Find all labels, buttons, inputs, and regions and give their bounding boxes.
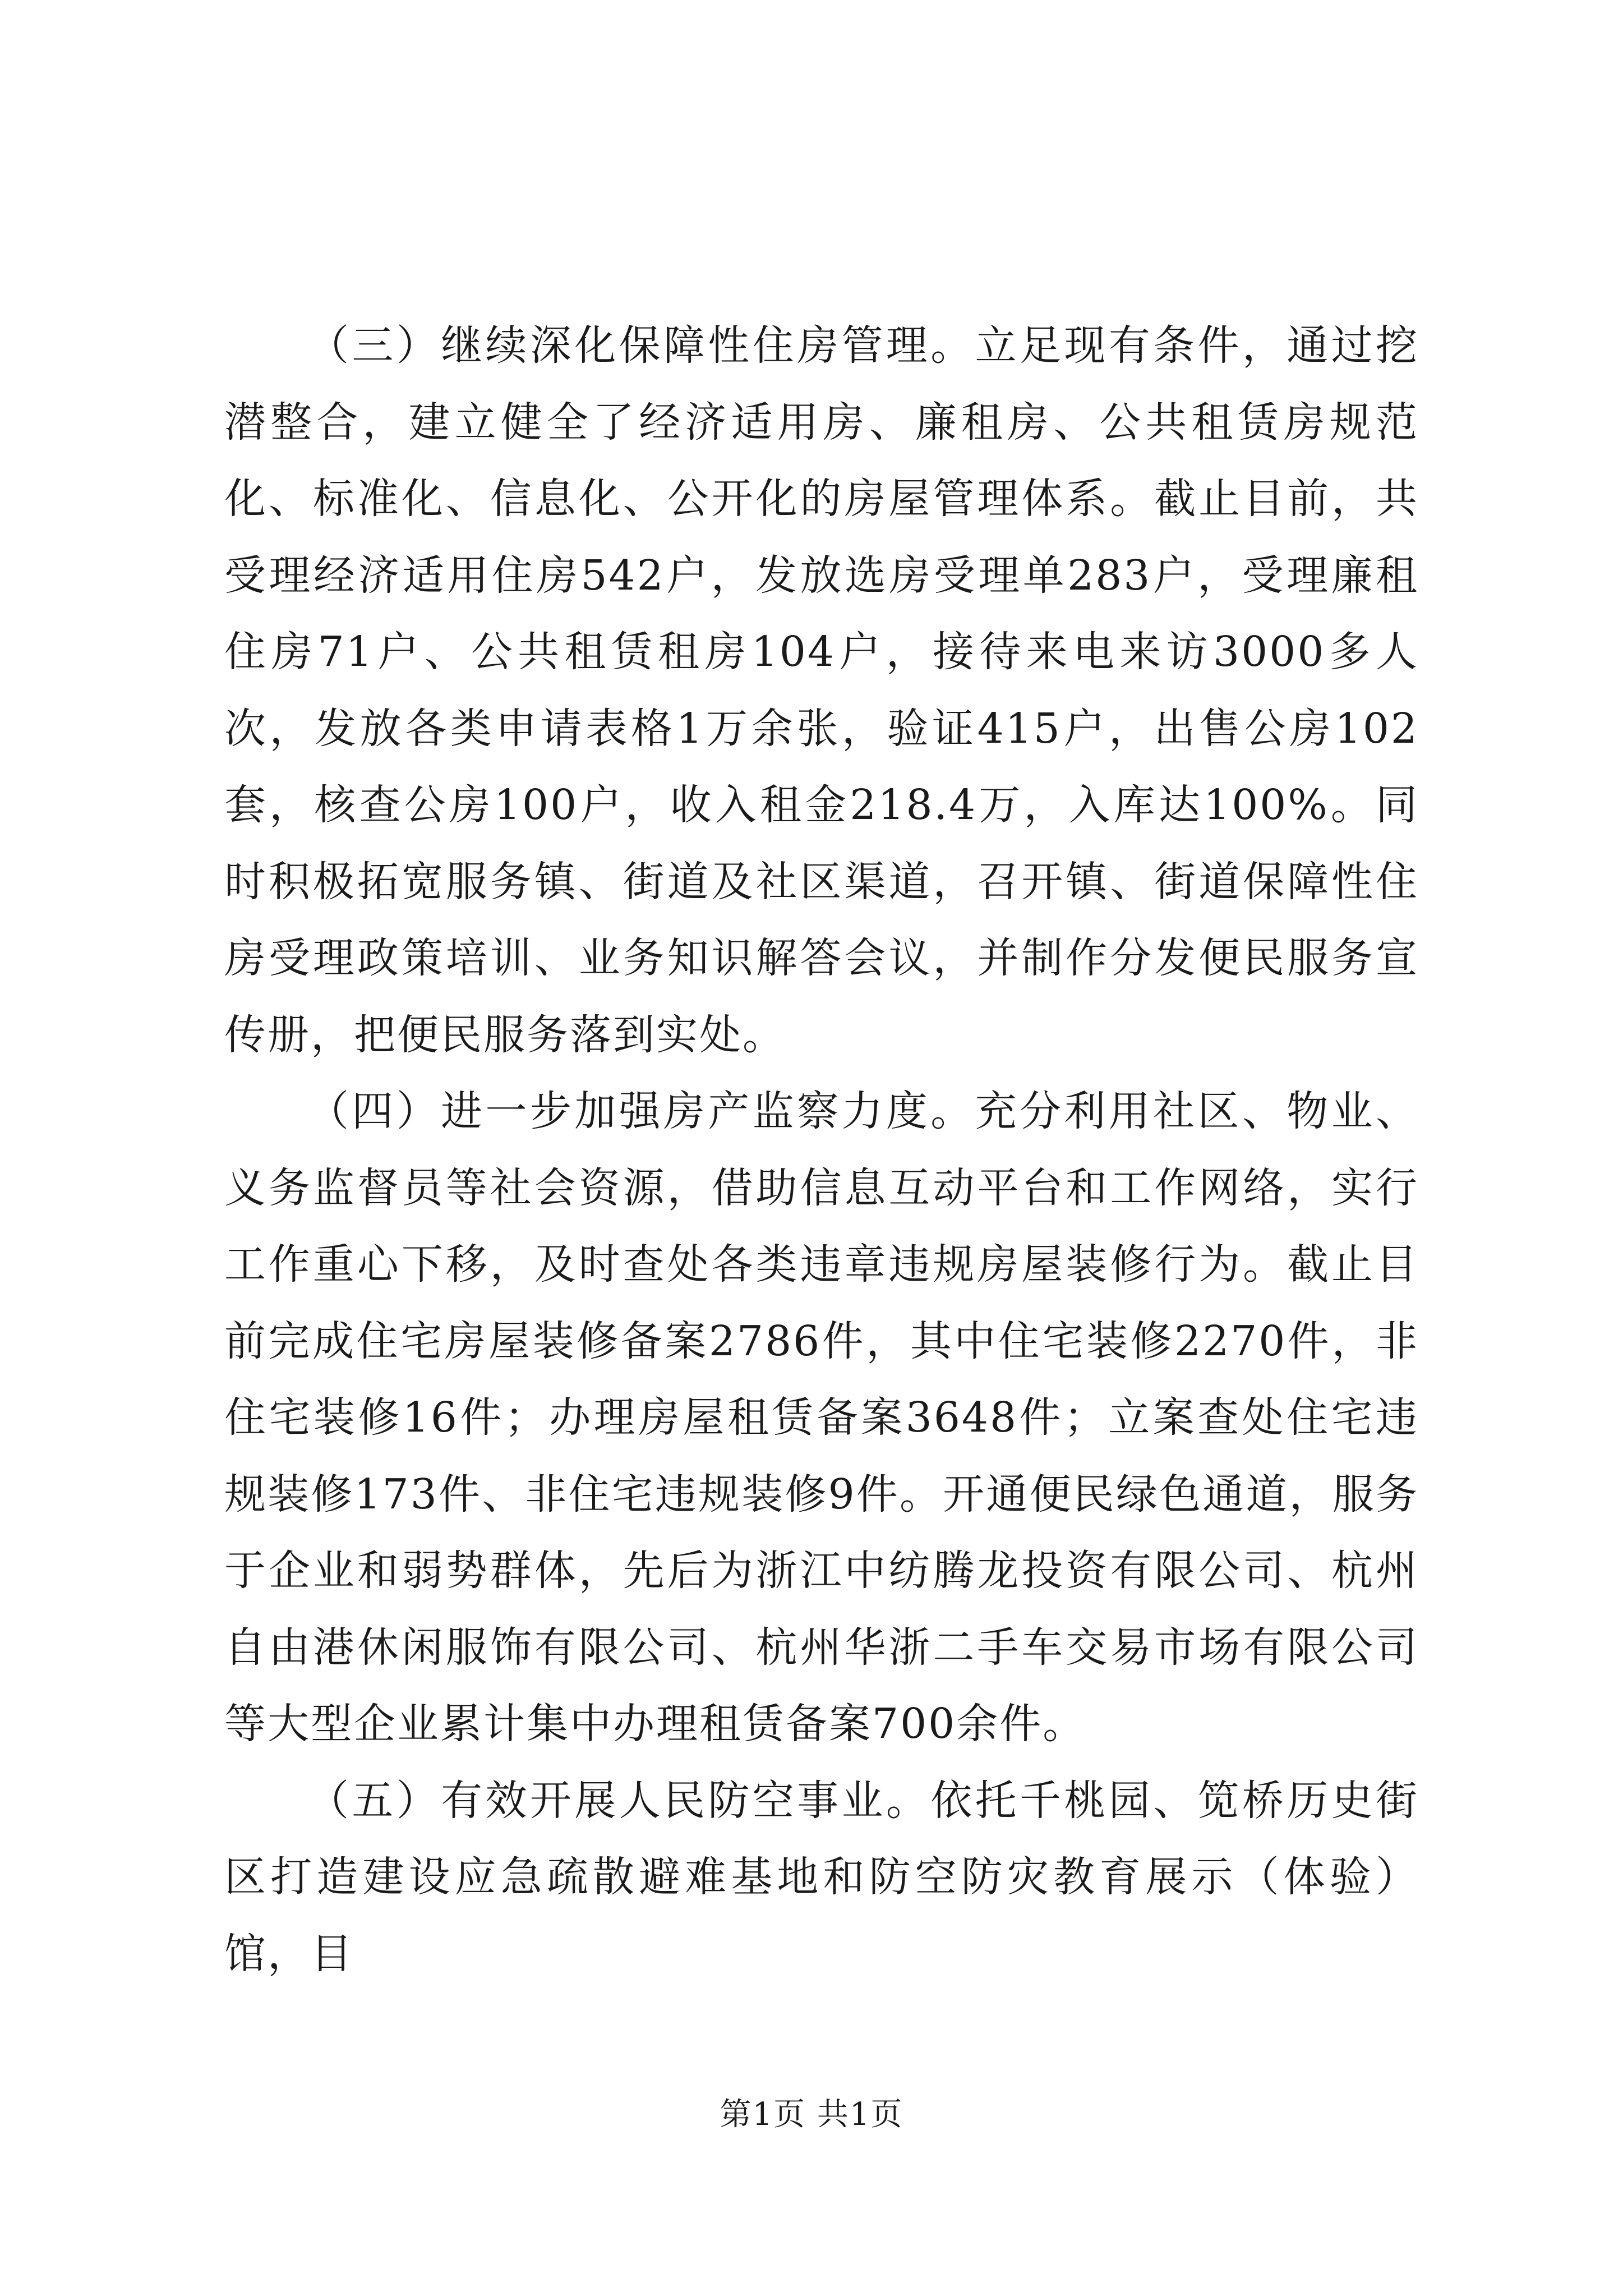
paragraph-civil-air-defense: （五）有效开展人民防空事业。依托千桃园、笕桥历史街区打造建设应急疏散避难基地和防空防灾教育展示（体验）馆，目 [224, 1776, 1419, 1978]
document-body [224, 307, 1419, 1992]
paragraph-property-supervision: （四）进一步加强房产监察力度。充分利用社区、物业、义务监督员等社会资源，借助信息互动平台和工作网络，实行工作重心下移，及时查处各类违章违规房屋装修行为。截止目前完成住宅房屋装修备案2786件，其中住宅装修2270件，非住宅装修16件；办理房屋租赁备案3648件；立案查处住宅违规装修173件、非住宅违规装修9件。开通便民绿色通道，服务于企业和弱势群体，先后为浙江中纺腾龙投资有限公司、杭州自由港休闲服饰有限公司、杭州华浙二手车交易市场有限公司等大型企业累计集中办理租赁备案700余件。 [224, 1087, 1419, 1748]
paragraph-housing-security: （三）继续深化保障性住房管理。立足现有条件，通过挖潜整合，建立健全了经济适用房、廉租房、公共租赁房规范化、标准化、信息化、公开化的房屋管理体系。截止目前，共受理经济适用住房542户，发放选房受理单283户，受理廉租住房71户、公共租赁租房104户，接待来电来访3000多人次，发放各类申请表格1万余张，验证415户，出售公房102套，核查公房100户，收入租金218.4万，入库达100%。同时积极拓宽服务镇、街道及社区渠道，召开镇、街道保障性住房受理政策培训、业务知识解答会议，并制作分发便民服务宣传册，把便民服务落到实处。 [224, 321, 1419, 1059]
page-footer: 第1页 共1页 [720, 2096, 903, 2133]
